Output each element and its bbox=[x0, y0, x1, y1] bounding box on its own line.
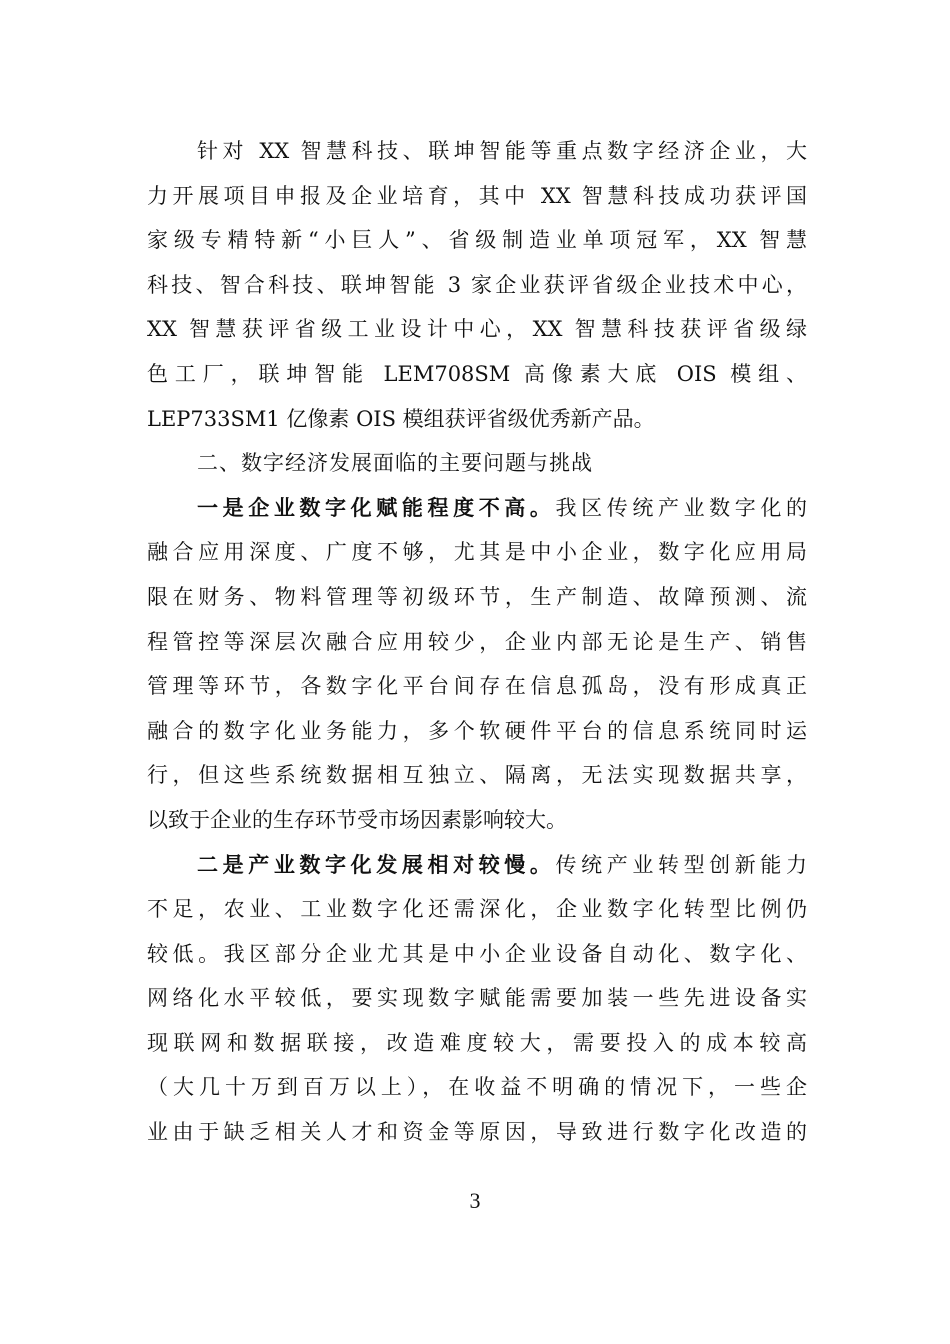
text-line: 程管控等深层次融合应用较少，企业内部无论是生产、销售 bbox=[147, 629, 807, 654]
paragraph-issue-one bbox=[147, 486, 807, 843]
text-line: 限在财务、物料管理等初级环节，生产制造、故障预测、流 bbox=[147, 584, 807, 609]
paragraph-issue-two bbox=[147, 843, 807, 1155]
text-line: 不足，农业、工业数字化还需深化，企业数字化转型比例仍 bbox=[147, 897, 807, 922]
text-line bbox=[147, 486, 807, 531]
line-text: 我区传统产业数字化的 bbox=[555, 495, 808, 520]
bold-lead: 一是企业数字化赋能程度不高。 bbox=[197, 495, 556, 520]
text-line: 色工厂，联坤智能 LEM708SM 高像素大底 OIS 模组、 bbox=[147, 361, 807, 386]
text-line: 现联网和数据联接，改造难度较大，需要投入的成本较高 bbox=[147, 1030, 807, 1055]
text-column bbox=[147, 129, 807, 1155]
paragraph-achievements bbox=[147, 129, 807, 441]
text-line bbox=[147, 843, 807, 888]
text-line: 以致于企业的生存环节受市场因素影响较大。 bbox=[147, 807, 567, 832]
text-line: 融合的数字化业务能力，多个软硬件平台的信息系统同时运 bbox=[147, 718, 807, 743]
text-line: LEP733SM1 亿像素 OIS 模组获评省级优秀新产品。 bbox=[147, 406, 655, 431]
text-line: 网络化水平较低，要实现数字赋能需要加装一些先进设备实 bbox=[147, 986, 807, 1011]
text-line: 较低。我区部分企业尤其是中小企业设备自动化、数字化、 bbox=[147, 941, 807, 966]
text-line: 力开展项目申报及企业培育，其中 XX 智慧科技成功获评国 bbox=[147, 183, 807, 208]
section-heading: 二、数字经济发展面临的主要问题与挑战 bbox=[197, 451, 593, 476]
bold-lead: 二是产业数字化发展相对较慢。 bbox=[197, 852, 556, 877]
text-line: XX 智慧获评省级工业设计中心，XX 智慧科技获评省级绿 bbox=[147, 317, 807, 342]
text-line: 融合应用深度、广度不够，尤其是中小企业，数字化应用局 bbox=[147, 540, 807, 565]
text-line: 管理等环节，各数字化平台间存在信息孤岛，没有形成真正 bbox=[147, 674, 807, 699]
text-line: 针对 XX 智慧科技、联坤智能等重点数字经济企业，大 bbox=[197, 139, 807, 163]
text-line: （大几十万到百万以上），在收益不明确的情况下，一些企 bbox=[147, 1075, 807, 1100]
line-text: 传统产业转型创新能力 bbox=[555, 852, 808, 877]
text-line: 家级专精特新“小巨人”、省级制造业单项冠军，XX 智慧 bbox=[147, 228, 807, 253]
text-line: 科技、智合科技、联坤智能 3 家企业获评省级企业技术中心， bbox=[147, 272, 807, 297]
text-line: 业由于缺乏相关人才和资金等原因，导致进行数字化改造的 bbox=[147, 1120, 807, 1145]
page-number: 3 bbox=[469, 1188, 481, 1213]
text-line: 行，但这些系统数据相互独立、隔离，无法实现数据共享， bbox=[147, 763, 807, 788]
